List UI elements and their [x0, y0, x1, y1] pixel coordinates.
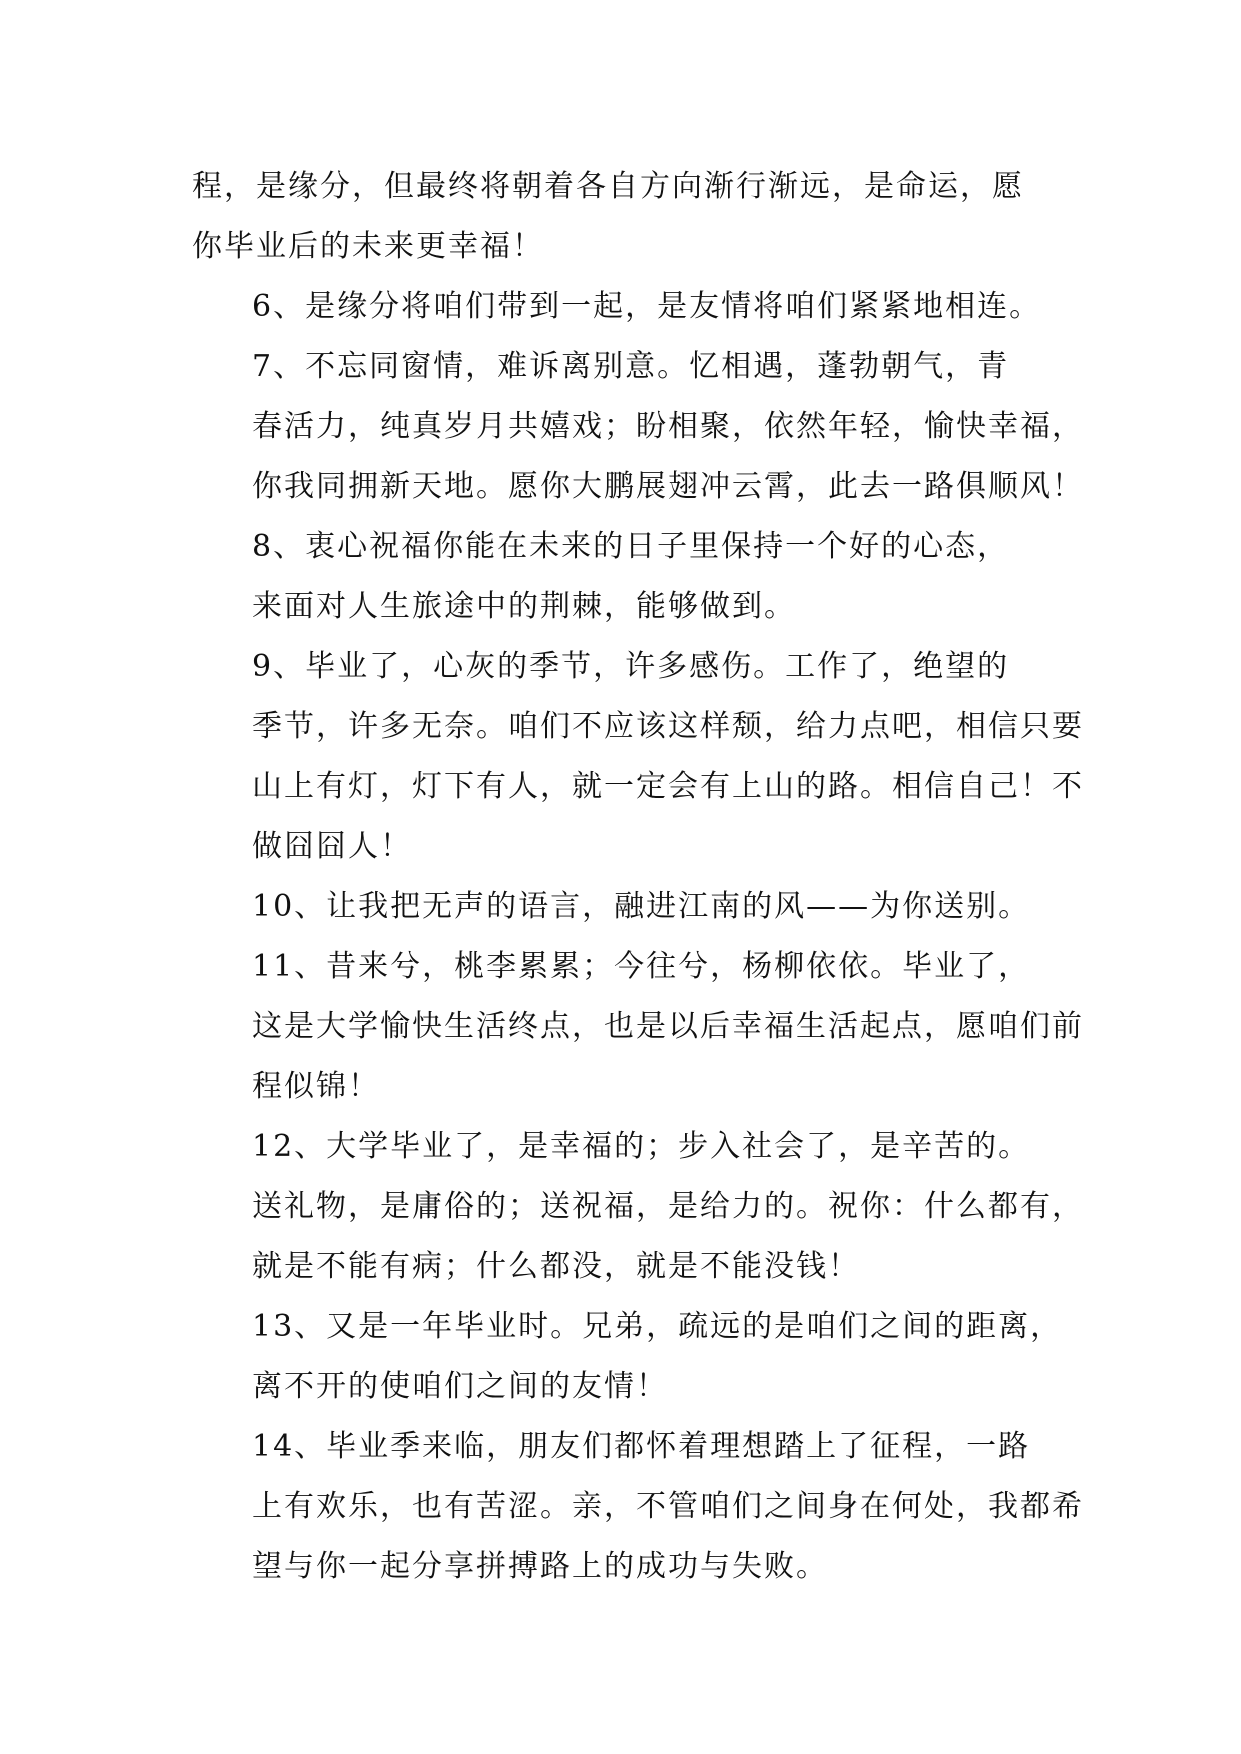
- text-line: 14、毕业季来临，朋友们都怀着理想踏上了征程，一路: [252, 1429, 1031, 1464]
- text-line: 你毕业后的未来更幸福！: [192, 229, 544, 264]
- paragraph: [192, 637, 1092, 877]
- text-line: 6、是缘分将咱们带到一起，是友情将咱们紧紧地相连。: [252, 289, 1042, 324]
- paragraph: [192, 1417, 1092, 1597]
- paragraph: [192, 517, 1092, 637]
- text-line: 9、毕业了，心灰的季节，许多感伤。工作了，绝望的: [252, 649, 1010, 684]
- text-line: 来面对人生旅途中的荆棘，能够做到。: [252, 589, 796, 624]
- text-line: 季节，许多无奈。咱们不应该这样颓，给力点吧，相信只要: [252, 709, 1084, 744]
- text-line: 送礼物，是庸俗的；送祝福，是给力的。祝你：什么都有，: [252, 1189, 1084, 1224]
- text-line: 10、让我把无声的语言，融进江南的风——为你送别。: [252, 889, 1031, 924]
- text-line: 13、又是一年毕业时。兄弟，疏远的是咱们之间的距离，: [252, 1309, 1063, 1344]
- document-body: [192, 157, 1092, 1597]
- text-line: 春活力，纯真岁月共嬉戏；盼相聚，依然年轻，愉快幸福，: [252, 409, 1084, 444]
- text-line: 程，是缘分，但最终将朝着各自方向渐行渐远，是命运，愿: [192, 169, 1024, 204]
- text-line: 8、衷心祝福你能在未来的日子里保持一个好的心态，: [252, 529, 1010, 564]
- paragraph: [192, 337, 1092, 517]
- text-line: 程似锦！: [252, 1069, 380, 1104]
- text-line: 你我同拥新天地。愿你大鹏展翅冲云霄，此去一路俱顺风！: [252, 469, 1084, 504]
- text-line: 11、昔来兮，桃李累累；今往兮，杨柳依依。毕业了，: [252, 949, 1031, 984]
- paragraph: [192, 157, 1092, 277]
- paragraph: [192, 1117, 1092, 1297]
- paragraph: [192, 937, 1092, 1117]
- text-line: 山上有灯，灯下有人，就一定会有上山的路。相信自己！不: [252, 769, 1084, 804]
- text-line: 12、大学毕业了，是幸福的；步入社会了，是辛苦的。: [252, 1129, 1031, 1164]
- text-line: 7、不忘同窗情，难诉离别意。忆相遇，蓬勃朝气，青: [252, 349, 1010, 384]
- text-line: 望与你一起分享拼搏路上的成功与失败。: [252, 1549, 828, 1584]
- text-line: 就是不能有病；什么都没，就是不能没钱！: [252, 1249, 860, 1284]
- text-line: 做囧囧人！: [252, 829, 412, 864]
- paragraph: [192, 1297, 1092, 1417]
- paragraph: [192, 277, 1092, 337]
- paragraph: [192, 877, 1092, 937]
- text-line: 离不开的使咱们之间的友情！: [252, 1369, 668, 1404]
- text-line: 上有欢乐，也有苦涩。亲，不管咱们之间身在何处，我都希: [252, 1489, 1084, 1524]
- text-line: 这是大学愉快生活终点，也是以后幸福生活起点，愿咱们前: [252, 1009, 1084, 1044]
